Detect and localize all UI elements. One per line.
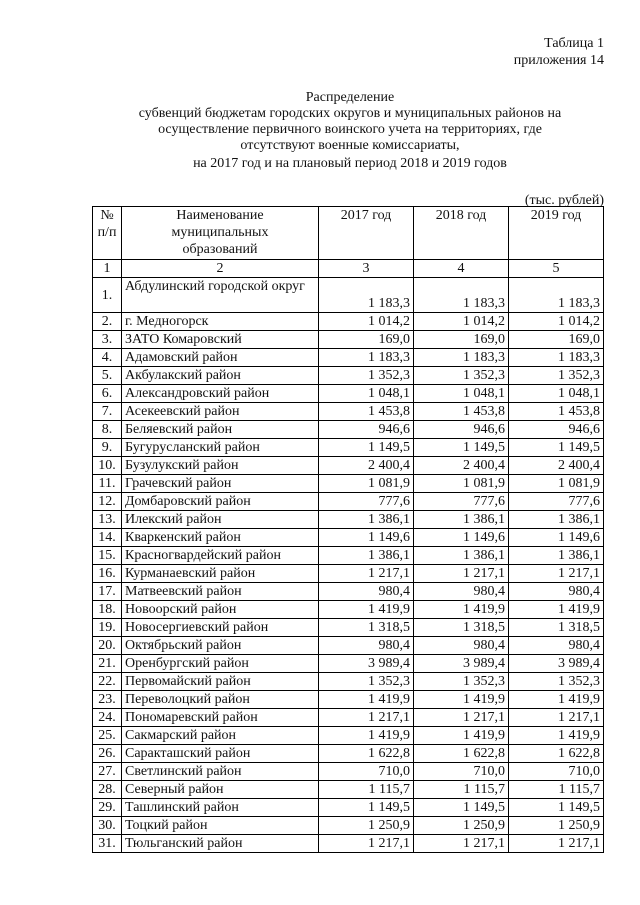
row-number: 7. [93, 403, 122, 421]
colnum-3: 3 [319, 260, 414, 278]
value-2017: 3 989,4 [319, 655, 414, 673]
value-2017: 1 352,3 [319, 367, 414, 385]
table-row [93, 799, 604, 817]
municipality-name: Акбулакский район [122, 367, 319, 385]
table-caption: Таблица 1 [544, 36, 604, 51]
value-2018: 1 048,1 [414, 385, 509, 403]
table-row [93, 781, 604, 799]
value-2017: 1 318,5 [319, 619, 414, 637]
value-2017: 1 419,9 [319, 727, 414, 745]
value-2019: 1 149,5 [509, 799, 604, 817]
value-2017: 1 419,9 [319, 601, 414, 619]
value-2017: 1 622,8 [319, 745, 414, 763]
value-2018: 1 419,9 [414, 727, 509, 745]
value-2017: 2 400,4 [319, 457, 414, 475]
value-2019: 1 183,3 [509, 278, 604, 313]
value-2018: 1 419,9 [414, 601, 509, 619]
value-2018: 1 352,3 [414, 673, 509, 691]
row-number: 4. [93, 349, 122, 367]
value-2019: 777,6 [509, 493, 604, 511]
municipality-name: Адамовский район [122, 349, 319, 367]
value-2019: 980,4 [509, 583, 604, 601]
municipality-name: Александровский район [122, 385, 319, 403]
value-2017: 1 115,7 [319, 781, 414, 799]
table-row [93, 547, 604, 565]
table-row [93, 385, 604, 403]
row-number: 20. [93, 637, 122, 655]
row-number: 8. [93, 421, 122, 439]
table-row [93, 727, 604, 745]
value-2018: 1 149,5 [414, 799, 509, 817]
value-2019: 2 400,4 [509, 457, 604, 475]
municipality-name: Курманаевский район [122, 565, 319, 583]
value-2018: 1 217,1 [414, 709, 509, 727]
municipality-name: Северный район [122, 781, 319, 799]
value-2019: 1 014,2 [509, 313, 604, 331]
value-2018: 980,4 [414, 583, 509, 601]
row-number: 26. [93, 745, 122, 763]
table-row [93, 601, 604, 619]
value-2017: 1 386,1 [319, 511, 414, 529]
value-2017: 1 453,8 [319, 403, 414, 421]
title-line-1: Распределение [305, 90, 395, 105]
row-number: 24. [93, 709, 122, 727]
value-2018: 1 386,1 [414, 547, 509, 565]
value-2019: 1 081,9 [509, 475, 604, 493]
value-2017: 1 250,9 [319, 817, 414, 835]
municipality-name: Беляевский район [122, 421, 319, 439]
value-2018: 1 149,6 [414, 529, 509, 547]
value-2017: 169,0 [319, 331, 414, 349]
municipality-name: Асекеевский район [122, 403, 319, 421]
column-number-row [93, 260, 604, 278]
value-2019: 1 386,1 [509, 511, 604, 529]
row-number: 29. [93, 799, 122, 817]
value-2019: 169,0 [509, 331, 604, 349]
value-2019: 1 115,7 [509, 781, 604, 799]
value-2019: 1 149,5 [509, 439, 604, 457]
table-header-row [93, 207, 604, 260]
row-number: 14. [93, 529, 122, 547]
municipality-name: Бугурусланский район [122, 439, 319, 457]
municipality-name: Абдулинский городской округ [122, 278, 319, 313]
colnum-5: 5 [509, 260, 604, 278]
value-2017: 1 217,1 [319, 835, 414, 853]
municipality-name: Светлинский район [122, 763, 319, 781]
row-number: 12. [93, 493, 122, 511]
table-body [93, 278, 604, 853]
units-label: (тыс. рублей) [524, 193, 604, 208]
municipality-name: Саракташский район [122, 745, 319, 763]
value-2019: 1 622,8 [509, 745, 604, 763]
table-row [93, 457, 604, 475]
table-row [93, 493, 604, 511]
value-2018: 1 115,7 [414, 781, 509, 799]
title-line-3: осуществление первичного воинского учета на территориях, где [158, 122, 542, 137]
value-2017: 1 352,3 [319, 673, 414, 691]
table-row [93, 529, 604, 547]
value-2018: 1 217,1 [414, 565, 509, 583]
row-number: 23. [93, 691, 122, 709]
table-row [93, 637, 604, 655]
value-2017: 777,6 [319, 493, 414, 511]
value-2019: 1 318,5 [509, 619, 604, 637]
value-2019: 1 217,1 [509, 709, 604, 727]
row-number: 13. [93, 511, 122, 529]
row-number: 19. [93, 619, 122, 637]
title-line-5: на 2017 год и на плановый период 2018 и 2019 годов [193, 156, 507, 171]
value-2018: 1 419,9 [414, 691, 509, 709]
value-2018: 1 183,3 [414, 349, 509, 367]
table-row [93, 349, 604, 367]
row-number: 15. [93, 547, 122, 565]
table-row [93, 817, 604, 835]
value-2018: 1 386,1 [414, 511, 509, 529]
value-2019: 1 386,1 [509, 547, 604, 565]
row-number: 9. [93, 439, 122, 457]
row-number: 25. [93, 727, 122, 745]
row-number: 11. [93, 475, 122, 493]
value-2017: 1 419,9 [319, 691, 414, 709]
value-2018: 169,0 [414, 331, 509, 349]
subvention-table [92, 206, 604, 853]
table-row [93, 439, 604, 457]
value-2018: 1 217,1 [414, 835, 509, 853]
value-2019: 1 419,9 [509, 601, 604, 619]
value-2017: 980,4 [319, 637, 414, 655]
value-2019: 1 048,1 [509, 385, 604, 403]
municipality-name: Тюльганский район [122, 835, 319, 853]
table-row [93, 511, 604, 529]
value-2019: 1 183,3 [509, 349, 604, 367]
header-2018: 2018 год [414, 207, 509, 260]
municipality-name: Тоцкий район [122, 817, 319, 835]
header-num: № п/п [93, 207, 122, 260]
value-2018: 1 014,2 [414, 313, 509, 331]
header-2017: 2017 год [319, 207, 414, 260]
table-row [93, 278, 604, 313]
value-2019: 1 217,1 [509, 565, 604, 583]
row-number: 17. [93, 583, 122, 601]
table-row [93, 763, 604, 781]
row-number: 30. [93, 817, 122, 835]
row-number: 10. [93, 457, 122, 475]
title-line-4: отсутствуют военные комиссариаты, [240, 138, 460, 153]
value-2018: 777,6 [414, 493, 509, 511]
municipality-name: ЗАТО Комаровский [122, 331, 319, 349]
value-2019: 980,4 [509, 637, 604, 655]
value-2019: 1 149,6 [509, 529, 604, 547]
value-2017: 1 217,1 [319, 709, 414, 727]
municipality-name: Матвеевский район [122, 583, 319, 601]
municipality-name: Красногвардейский район [122, 547, 319, 565]
header-2019: 2019 год [509, 207, 604, 260]
value-2018: 1 352,3 [414, 367, 509, 385]
value-2017: 946,6 [319, 421, 414, 439]
row-number: 1. [93, 278, 122, 313]
municipality-name: Пономаревский район [122, 709, 319, 727]
municipality-name: Сакмарский район [122, 727, 319, 745]
value-2018: 3 989,4 [414, 655, 509, 673]
municipality-name: Бузулукский район [122, 457, 319, 475]
municipality-name: г. Медногорск [122, 313, 319, 331]
value-2019: 3 989,4 [509, 655, 604, 673]
table-row [93, 475, 604, 493]
row-number: 2. [93, 313, 122, 331]
row-number: 21. [93, 655, 122, 673]
municipality-name: Домбаровский район [122, 493, 319, 511]
table-row [93, 403, 604, 421]
municipality-name: Грачевский район [122, 475, 319, 493]
colnum-2: 2 [122, 260, 319, 278]
value-2017: 1 149,6 [319, 529, 414, 547]
row-number: 16. [93, 565, 122, 583]
value-2019: 946,6 [509, 421, 604, 439]
table-row [93, 583, 604, 601]
table-row [93, 709, 604, 727]
title-line-2: субвенций бюджетам городских округов и муниципальных районов на [138, 106, 562, 121]
table-row [93, 655, 604, 673]
row-number: 22. [93, 673, 122, 691]
colnum-1: 1 [93, 260, 122, 278]
value-2019: 1 217,1 [509, 835, 604, 853]
value-2018: 1 149,5 [414, 439, 509, 457]
value-2017: 1 081,9 [319, 475, 414, 493]
value-2019: 1 352,3 [509, 673, 604, 691]
value-2017: 1 183,3 [319, 278, 414, 313]
row-number: 28. [93, 781, 122, 799]
row-number: 6. [93, 385, 122, 403]
value-2019: 710,0 [509, 763, 604, 781]
table-row [93, 331, 604, 349]
value-2018: 1 250,9 [414, 817, 509, 835]
value-2019: 1 250,9 [509, 817, 604, 835]
value-2017: 710,0 [319, 763, 414, 781]
municipality-name: Октябрьский район [122, 637, 319, 655]
table-row [93, 619, 604, 637]
value-2019: 1 419,9 [509, 727, 604, 745]
table-row [93, 421, 604, 439]
header-name: Наименование муниципальных образований [122, 207, 319, 260]
row-number: 27. [93, 763, 122, 781]
row-number: 5. [93, 367, 122, 385]
municipality-name: Кваркенский район [122, 529, 319, 547]
municipality-name: Новоорский район [122, 601, 319, 619]
value-2017: 1 048,1 [319, 385, 414, 403]
table-row [93, 367, 604, 385]
value-2017: 1 217,1 [319, 565, 414, 583]
municipality-name: Илекский район [122, 511, 319, 529]
table-row [93, 835, 604, 853]
municipality-name: Новосергиевский район [122, 619, 319, 637]
value-2018: 946,6 [414, 421, 509, 439]
table-row [93, 691, 604, 709]
municipality-name: Ташлинский район [122, 799, 319, 817]
value-2017: 1 183,3 [319, 349, 414, 367]
value-2018: 710,0 [414, 763, 509, 781]
value-2017: 1 386,1 [319, 547, 414, 565]
value-2018: 2 400,4 [414, 457, 509, 475]
municipality-name: Переволоцкий район [122, 691, 319, 709]
value-2017: 1 149,5 [319, 799, 414, 817]
table-row [93, 673, 604, 691]
appendix-caption: приложения 14 [513, 53, 604, 68]
value-2018: 980,4 [414, 637, 509, 655]
table-row [93, 313, 604, 331]
colnum-4: 4 [414, 260, 509, 278]
value-2018: 1 622,8 [414, 745, 509, 763]
table-row [93, 565, 604, 583]
municipality-name: Оренбургский район [122, 655, 319, 673]
value-2017: 980,4 [319, 583, 414, 601]
value-2018: 1 318,5 [414, 619, 509, 637]
value-2018: 1 183,3 [414, 278, 509, 313]
row-number: 18. [93, 601, 122, 619]
municipality-name: Первомайский район [122, 673, 319, 691]
value-2019: 1 419,9 [509, 691, 604, 709]
value-2017: 1 014,2 [319, 313, 414, 331]
value-2017: 1 149,5 [319, 439, 414, 457]
value-2018: 1 453,8 [414, 403, 509, 421]
value-2018: 1 081,9 [414, 475, 509, 493]
value-2019: 1 453,8 [509, 403, 604, 421]
table-row [93, 745, 604, 763]
value-2019: 1 352,3 [509, 367, 604, 385]
row-number: 31. [93, 835, 122, 853]
row-number: 3. [93, 331, 122, 349]
